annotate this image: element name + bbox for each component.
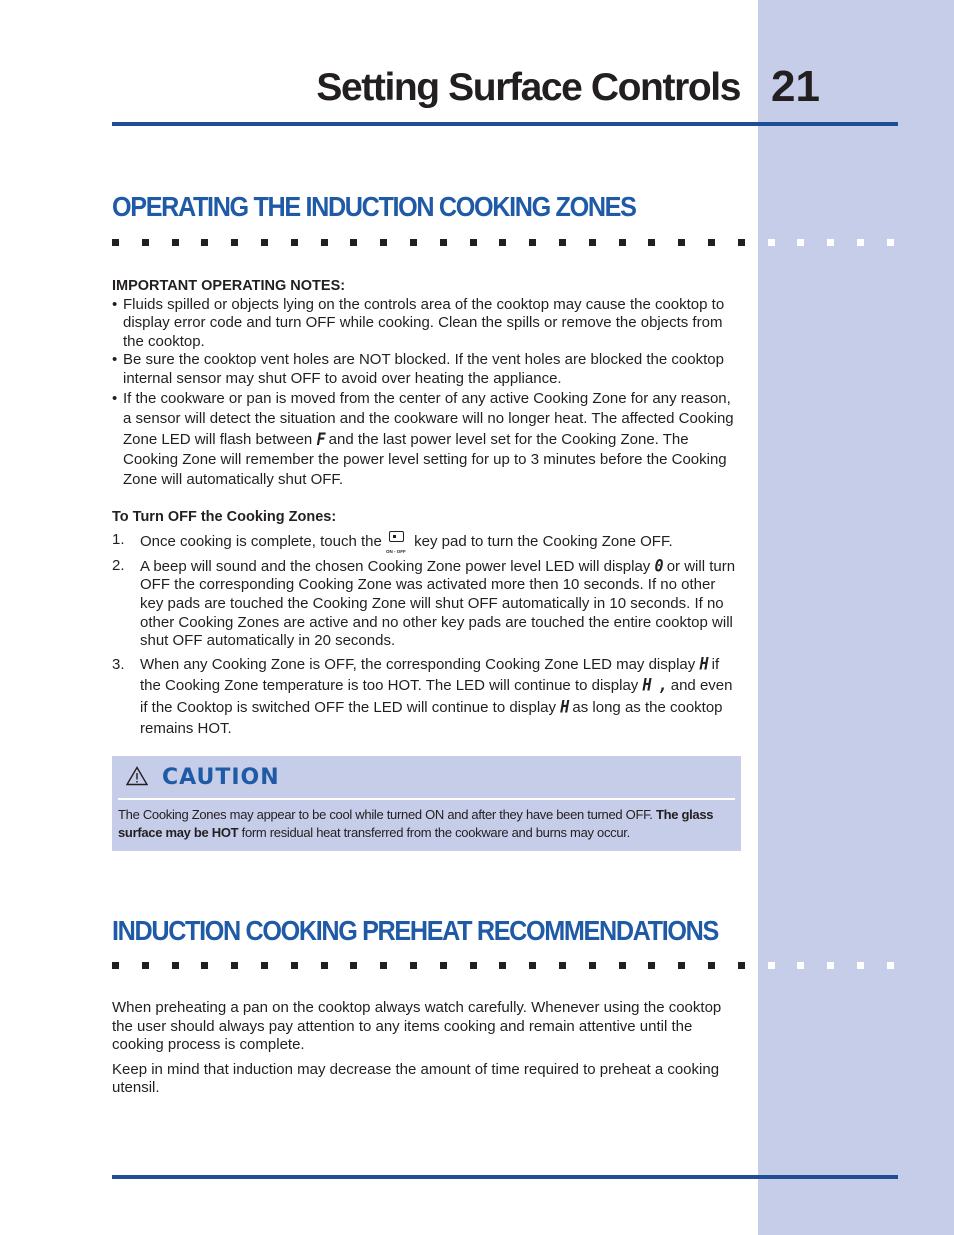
divider-dot: [142, 962, 149, 969]
divider-dot: [231, 962, 238, 969]
preheat-text: [112, 999, 742, 1098]
divider-dot: [619, 962, 626, 969]
footer-rule: [112, 1175, 898, 1179]
step-text: and even if the Cooktop is switched OFF the LED will continue to display: [140, 677, 733, 716]
divider-dot: [172, 239, 179, 246]
side-band: [758, 0, 954, 1235]
divider-dot: [589, 239, 596, 246]
divider-dot: [648, 239, 655, 246]
step-text: as long as the cooktop remains HOT.: [140, 698, 723, 738]
divider-dot: [261, 239, 268, 246]
divider-dot: [648, 962, 655, 969]
divider-dot: [201, 962, 208, 969]
bullet-mark: •: [112, 389, 118, 407]
divider-dot: [708, 239, 715, 246]
divider-dot: [499, 239, 506, 246]
on-off-key-label: ON - OFF: [385, 549, 406, 555]
divider-dot: [559, 239, 566, 246]
divider-dot: [827, 962, 834, 969]
divider-dot: [231, 239, 238, 246]
list-item: [112, 351, 742, 388]
dot-divider: [112, 239, 902, 247]
led-symbol-h: H: [560, 696, 569, 717]
step-number: 1.: [112, 531, 125, 549]
warning-triangle-icon: [126, 766, 148, 786]
divider-dot: [380, 962, 387, 969]
divider-dot: [201, 239, 208, 246]
divider-dot: [738, 962, 745, 969]
divider-dot: [470, 962, 477, 969]
divider-dot: [470, 239, 477, 246]
section-title-operating: OPERATING THE INDUCTION COOKING ZONES: [112, 191, 636, 222]
divider-dot: [529, 239, 536, 246]
divider-dot: [440, 239, 447, 246]
dot-divider: [112, 962, 902, 970]
divider-dot: [619, 239, 626, 246]
divider-dot: [887, 239, 894, 246]
step-text: When any Cooking Zone is OFF, the corresponding Cooking Zone LED may display: [140, 655, 696, 673]
caution-text-normal: form residual heat transferred from the cookware and burns may occur.: [241, 825, 630, 840]
turn-off-heading: To Turn OFF the Cooking Zones:: [112, 508, 337, 525]
divider-dot: [857, 962, 864, 969]
on-off-key-icon: [385, 531, 410, 555]
operating-notes: [112, 277, 742, 740]
notes-heading: IMPORTANT OPERATING NOTES:: [112, 278, 346, 294]
step-number: 3.: [112, 655, 125, 673]
divider-dot: [261, 962, 268, 969]
divider-dot: [321, 962, 328, 969]
led-symbol-h: H ,: [642, 674, 667, 696]
step-item: [112, 531, 742, 555]
divider-dot: [768, 962, 775, 969]
caution-text-bold: The glass surface may be HOT: [118, 807, 714, 840]
divider-dot: [410, 239, 417, 246]
divider-dot: [589, 962, 596, 969]
step-number: 2.: [112, 556, 125, 574]
divider-dot: [499, 962, 506, 969]
header-rule: [112, 122, 898, 126]
caution-title: CAUTION: [162, 765, 280, 790]
divider-dot: [529, 962, 536, 969]
led-symbol-zero: 0: [654, 555, 663, 577]
step-text: if the Cooking Zone temperature is too HOT. The LED will continue to display: [140, 655, 720, 695]
divider-dot: [738, 239, 745, 246]
section-title-preheat: INDUCTION COOKING PREHEAT RECOMMENDATIONS: [112, 915, 718, 946]
divider-dot: [350, 962, 357, 969]
step-item: [112, 654, 742, 740]
divider-dot: [708, 962, 715, 969]
divider-dot: [410, 962, 417, 969]
step-text: Once cooking is complete, touch the: [140, 533, 382, 551]
divider-dot: [559, 962, 566, 969]
divider-dot: [797, 239, 804, 246]
divider-dot: [321, 239, 328, 246]
divider-dot: [797, 962, 804, 969]
caution-divider: [118, 798, 735, 800]
page-title: Setting Surface Controls: [316, 66, 740, 109]
divider-dot: [291, 239, 298, 246]
divider-dot: [172, 962, 179, 969]
page-number: 21: [771, 62, 820, 111]
divider-dot: [678, 239, 685, 246]
divider-dot: [678, 962, 685, 969]
list-item: [112, 389, 742, 490]
divider-dot: [857, 239, 864, 246]
caution-text: [118, 806, 738, 842]
divider-dot: [350, 239, 357, 246]
caution-box: [112, 756, 741, 851]
paragraph: When preheating a pan on the cooktop always watch carefully. Whenever using the cooktop the user should always pay attention to any items cooking and remain attentive until the cooking process is complete.: [112, 999, 722, 1054]
divider-dot: [768, 239, 775, 246]
divider-dot: [380, 239, 387, 246]
bullet-text: Be sure the cooktop vent holes are NOT blocked. If the vent holes are blocked the cooktop internal sensor may shut OFF to avoid over heating the appliance.: [123, 351, 724, 387]
bullet-mark: •: [112, 295, 118, 313]
caution-text-normal: The Cooking Zones may appear to be cool while turned ON and after they have been turned OFF.: [118, 807, 653, 822]
paragraph: Keep in mind that induction may decrease the amount of time required to preheat a cooking utensil.: [112, 1060, 720, 1097]
bullet-mark: •: [112, 351, 118, 369]
step-text: A beep will sound and the chosen Cooking Zone power level LED will display: [140, 557, 651, 575]
step-text: key pad to turn the Cooking Zone OFF.: [414, 533, 673, 551]
list-item: [112, 296, 742, 352]
led-symbol-h: H: [699, 653, 708, 674]
led-symbol-f: F: [316, 428, 325, 449]
divider-dot: [112, 239, 119, 246]
bullet-text: and the last power level set for the Cooking Zone. The Cooking Zone will remember the power level setting for up to 3 minutes before the Cooking Zone will automatically shut OFF.: [123, 430, 727, 488]
step-item: [112, 557, 742, 651]
divider-dot: [112, 962, 119, 969]
bullet-text: Fluids spilled or objects lying on the controls area of the cooktop may cause the cooktop to display error code and turn OFF while cooking. Clean the spills or remove the objects from the cooktop.: [123, 295, 725, 350]
divider-dot: [827, 239, 834, 246]
divider-dot: [291, 962, 298, 969]
step-text: or will turn OFF the corresponding Cooking Zone was activated more then 10 seconds. If no other key pads are touched the Cooking Zone will shut OFF automatically in 10 seconds. If no other Cooking Zones are active and no other key pads are touched the entire cooktop will shut OFF automatically in 20 seconds.: [140, 557, 736, 650]
divider-dot: [440, 962, 447, 969]
bullet-text: If the cookware or pan is moved from the center of any active Cooking Zone for any reason, a sensor will detect the situation and the cookware will no longer heat. The affected Cooking Zone LED will flash between: [123, 389, 734, 448]
divider-dot: [142, 239, 149, 246]
divider-dot: [887, 962, 894, 969]
